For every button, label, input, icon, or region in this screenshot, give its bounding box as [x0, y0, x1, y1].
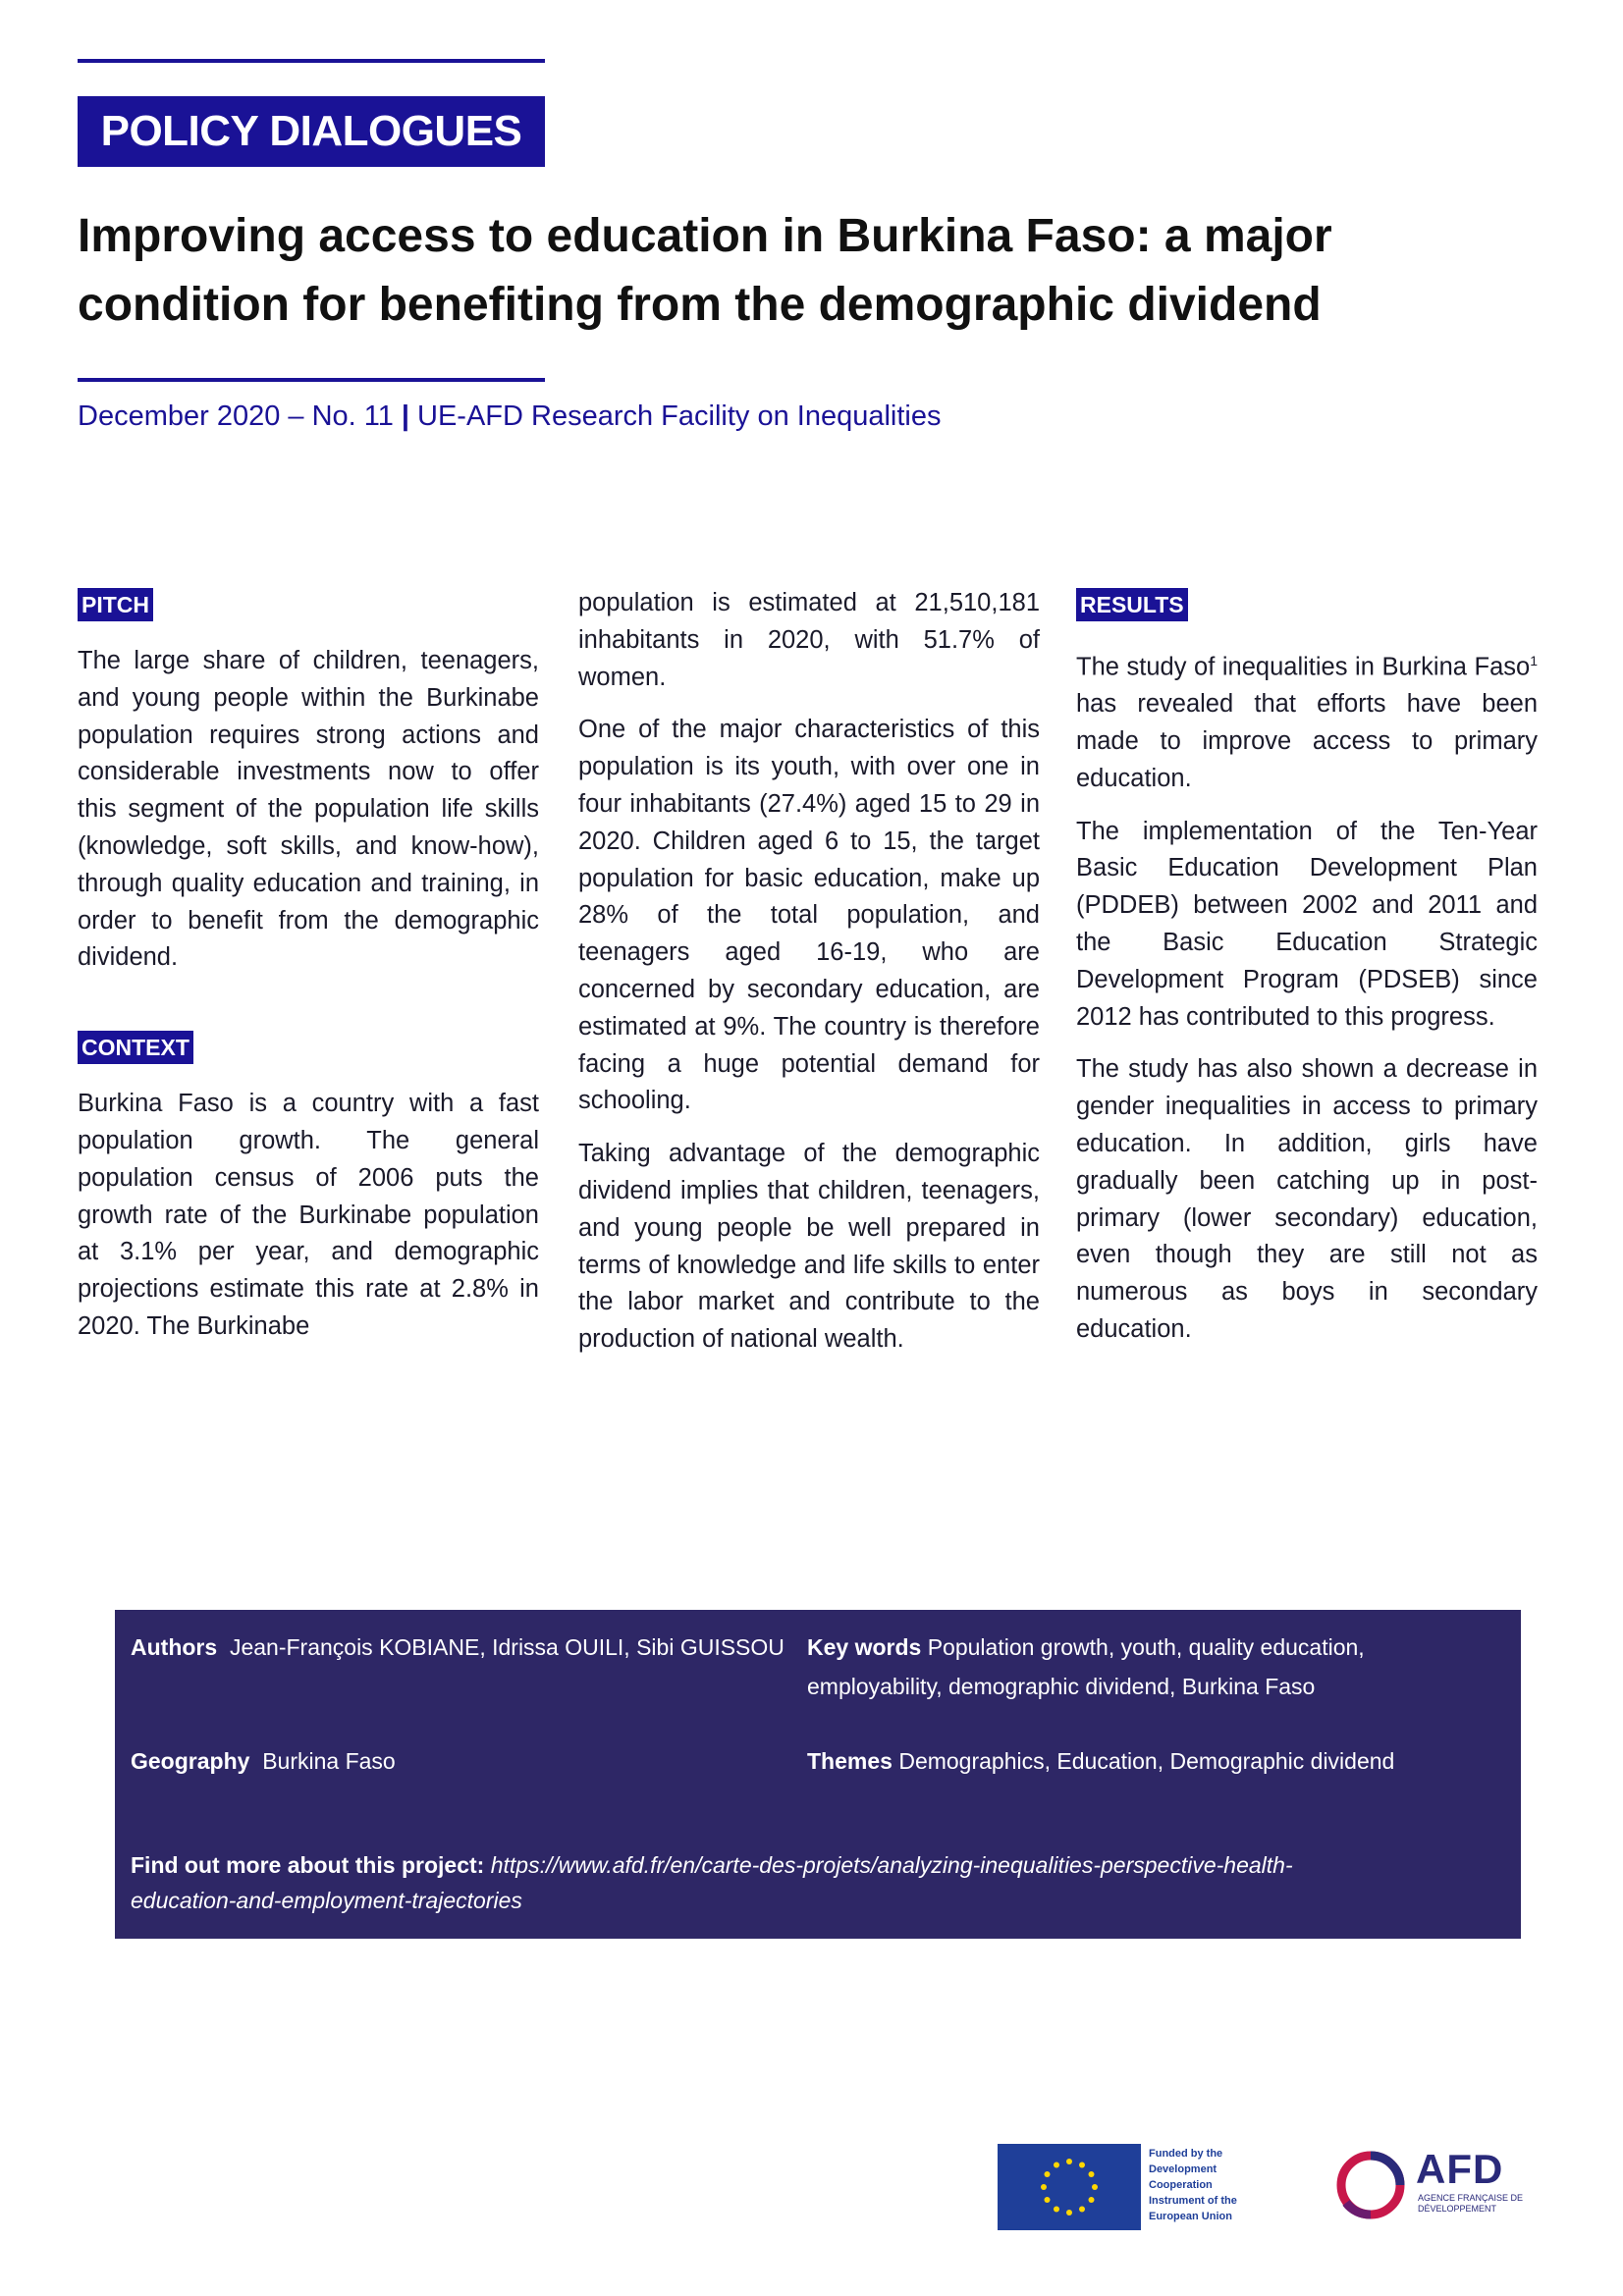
keywords-value-line-1: Population growth, youth, quality education,: [927, 1634, 1365, 1660]
results-paragraph-3: The study has also shown a decrease in gender inequalities in access to primary education. In addition, girls have gradually been catching up in post-primary (lower secondary) education, even though they are still not as numerous as boys in secondary education.: [1076, 1055, 1538, 1344]
issue-meta: [78, 400, 941, 433]
project-link-label: Find out more about this project:: [131, 1852, 485, 1878]
afd-subtitle: AGENCE FRANÇAISE DE DÉVELOPPEMENT: [1418, 2193, 1524, 2214]
results-heading: RESULTS: [1076, 588, 1188, 621]
context-paragraph-1: Burkina Faso is a country with a fast population growth. The general population census of 2006 puts the growth rate of the Burkinabe population at 3.1% per year, and demographic projections estimate this rate at 2.8% in 2020. The Burkinabe: [78, 1090, 539, 1340]
keywords-value-line-2: employability, demographic dividend, Burkina Faso: [807, 1674, 1316, 1699]
top-rule: [78, 59, 545, 63]
keywords-label: Key words: [807, 1634, 922, 1660]
authors-label: Authors: [131, 1634, 218, 1660]
themes-value: Demographics, Education, Demographic dividend: [898, 1748, 1395, 1774]
eu-flag-icon: [998, 2144, 1141, 2230]
title-line-2: condition for benefiting from the demographic dividend: [78, 279, 1322, 331]
footnote-marker[interactable]: 1: [1530, 653, 1538, 668]
column-middle: [578, 585, 1040, 1374]
keywords-field: [807, 1628, 1514, 1706]
context-paragraph-3: Taking advantage of the demographic dividend implies that children, teenagers, and young people be well prepared in terms of knowledge and life skills to enter the labor market and contribute to the production of national wealth.: [578, 1140, 1040, 1354]
afd-ring-icon: [1331, 2146, 1410, 2224]
project-link-url-line-1[interactable]: https://www.afd.fr/en/carte-des-projets/analyzing-inequalities-perspective-health-: [490, 1852, 1293, 1878]
results-paragraph-2: The implementation of the Ten-Year Basic Education Development Plan (PDDEB) between 2002 and 2011 and the Basic Education Strategic Development Program (PDSEB) since 2012 has contributed to this progress.: [1076, 817, 1538, 1031]
project-info-box: [115, 1610, 1521, 1939]
title-rule: [78, 378, 545, 382]
page-title: [78, 202, 1550, 340]
series-label: POLICY DIALOGUES: [78, 96, 545, 167]
afd-name: AFD: [1416, 2146, 1504, 2192]
pitch-text: The large share of children, teenagers, and young people within the Burkinabe population requires strong actions and considerable investments now to offer this segment of the population life skills (knowledge, soft skills, and know-how), through quality education and training, in order to benefit from the demographic dividend.: [78, 647, 539, 972]
context-paragraph-1-continued: population is estimated at 21,510,181 inhabitants in 2020, with 51.7% of women.: [578, 589, 1040, 691]
context-paragraph-2: One of the major characteristics of this population is its youth, with over one in four inhabitants (27.4%) aged 15 to 29 in 2020. Children aged 6 to 15, the target population for basic education, make up 28% of the total population, and teenagers aged 16-19, who are concerned by secondary education, are estimated at 9%. The country is therefore facing a huge potential demand for schooling.: [578, 716, 1040, 1115]
eu-funding-logo: [998, 2144, 1239, 2230]
meta-separator: |: [401, 400, 409, 432]
results-paragraph-1: The study of inequalities in Burkina Faso$^1$ has revealed that efforts have been made to improve access to primary education.: [1076, 653, 1538, 792]
context-heading: CONTEXT: [78, 1031, 193, 1064]
title-line-1: Improving access to education in Burkina Faso: a major: [78, 210, 1332, 262]
project-link-field: [131, 1847, 1505, 1918]
geography-value: Burkina Faso: [262, 1748, 396, 1774]
column-left: [78, 587, 539, 1362]
themes-field: [807, 1741, 1514, 1781]
afd-logo: [1331, 2142, 1524, 2230]
themes-label: Themes: [807, 1748, 893, 1774]
authors-field: [131, 1628, 798, 1667]
project-link-url-line-2[interactable]: education-and-employment-trajectories: [131, 1888, 522, 1913]
authors-value: Jean-François KOBIANE, Idrissa OUILI, Sibi GUISSOU: [229, 1634, 784, 1660]
pitch-heading: PITCH: [78, 588, 153, 621]
geography-label: Geography: [131, 1748, 250, 1774]
eu-funding-text: Funded by the Development Cooperation Instrument of the European Union: [1149, 2148, 1237, 2222]
geography-field: [131, 1741, 798, 1781]
research-facility: UE-AFD Research Facility on Inequalities: [417, 400, 942, 432]
issue-date: December 2020 – No. 11: [78, 400, 394, 432]
column-right: [1076, 587, 1538, 1364]
